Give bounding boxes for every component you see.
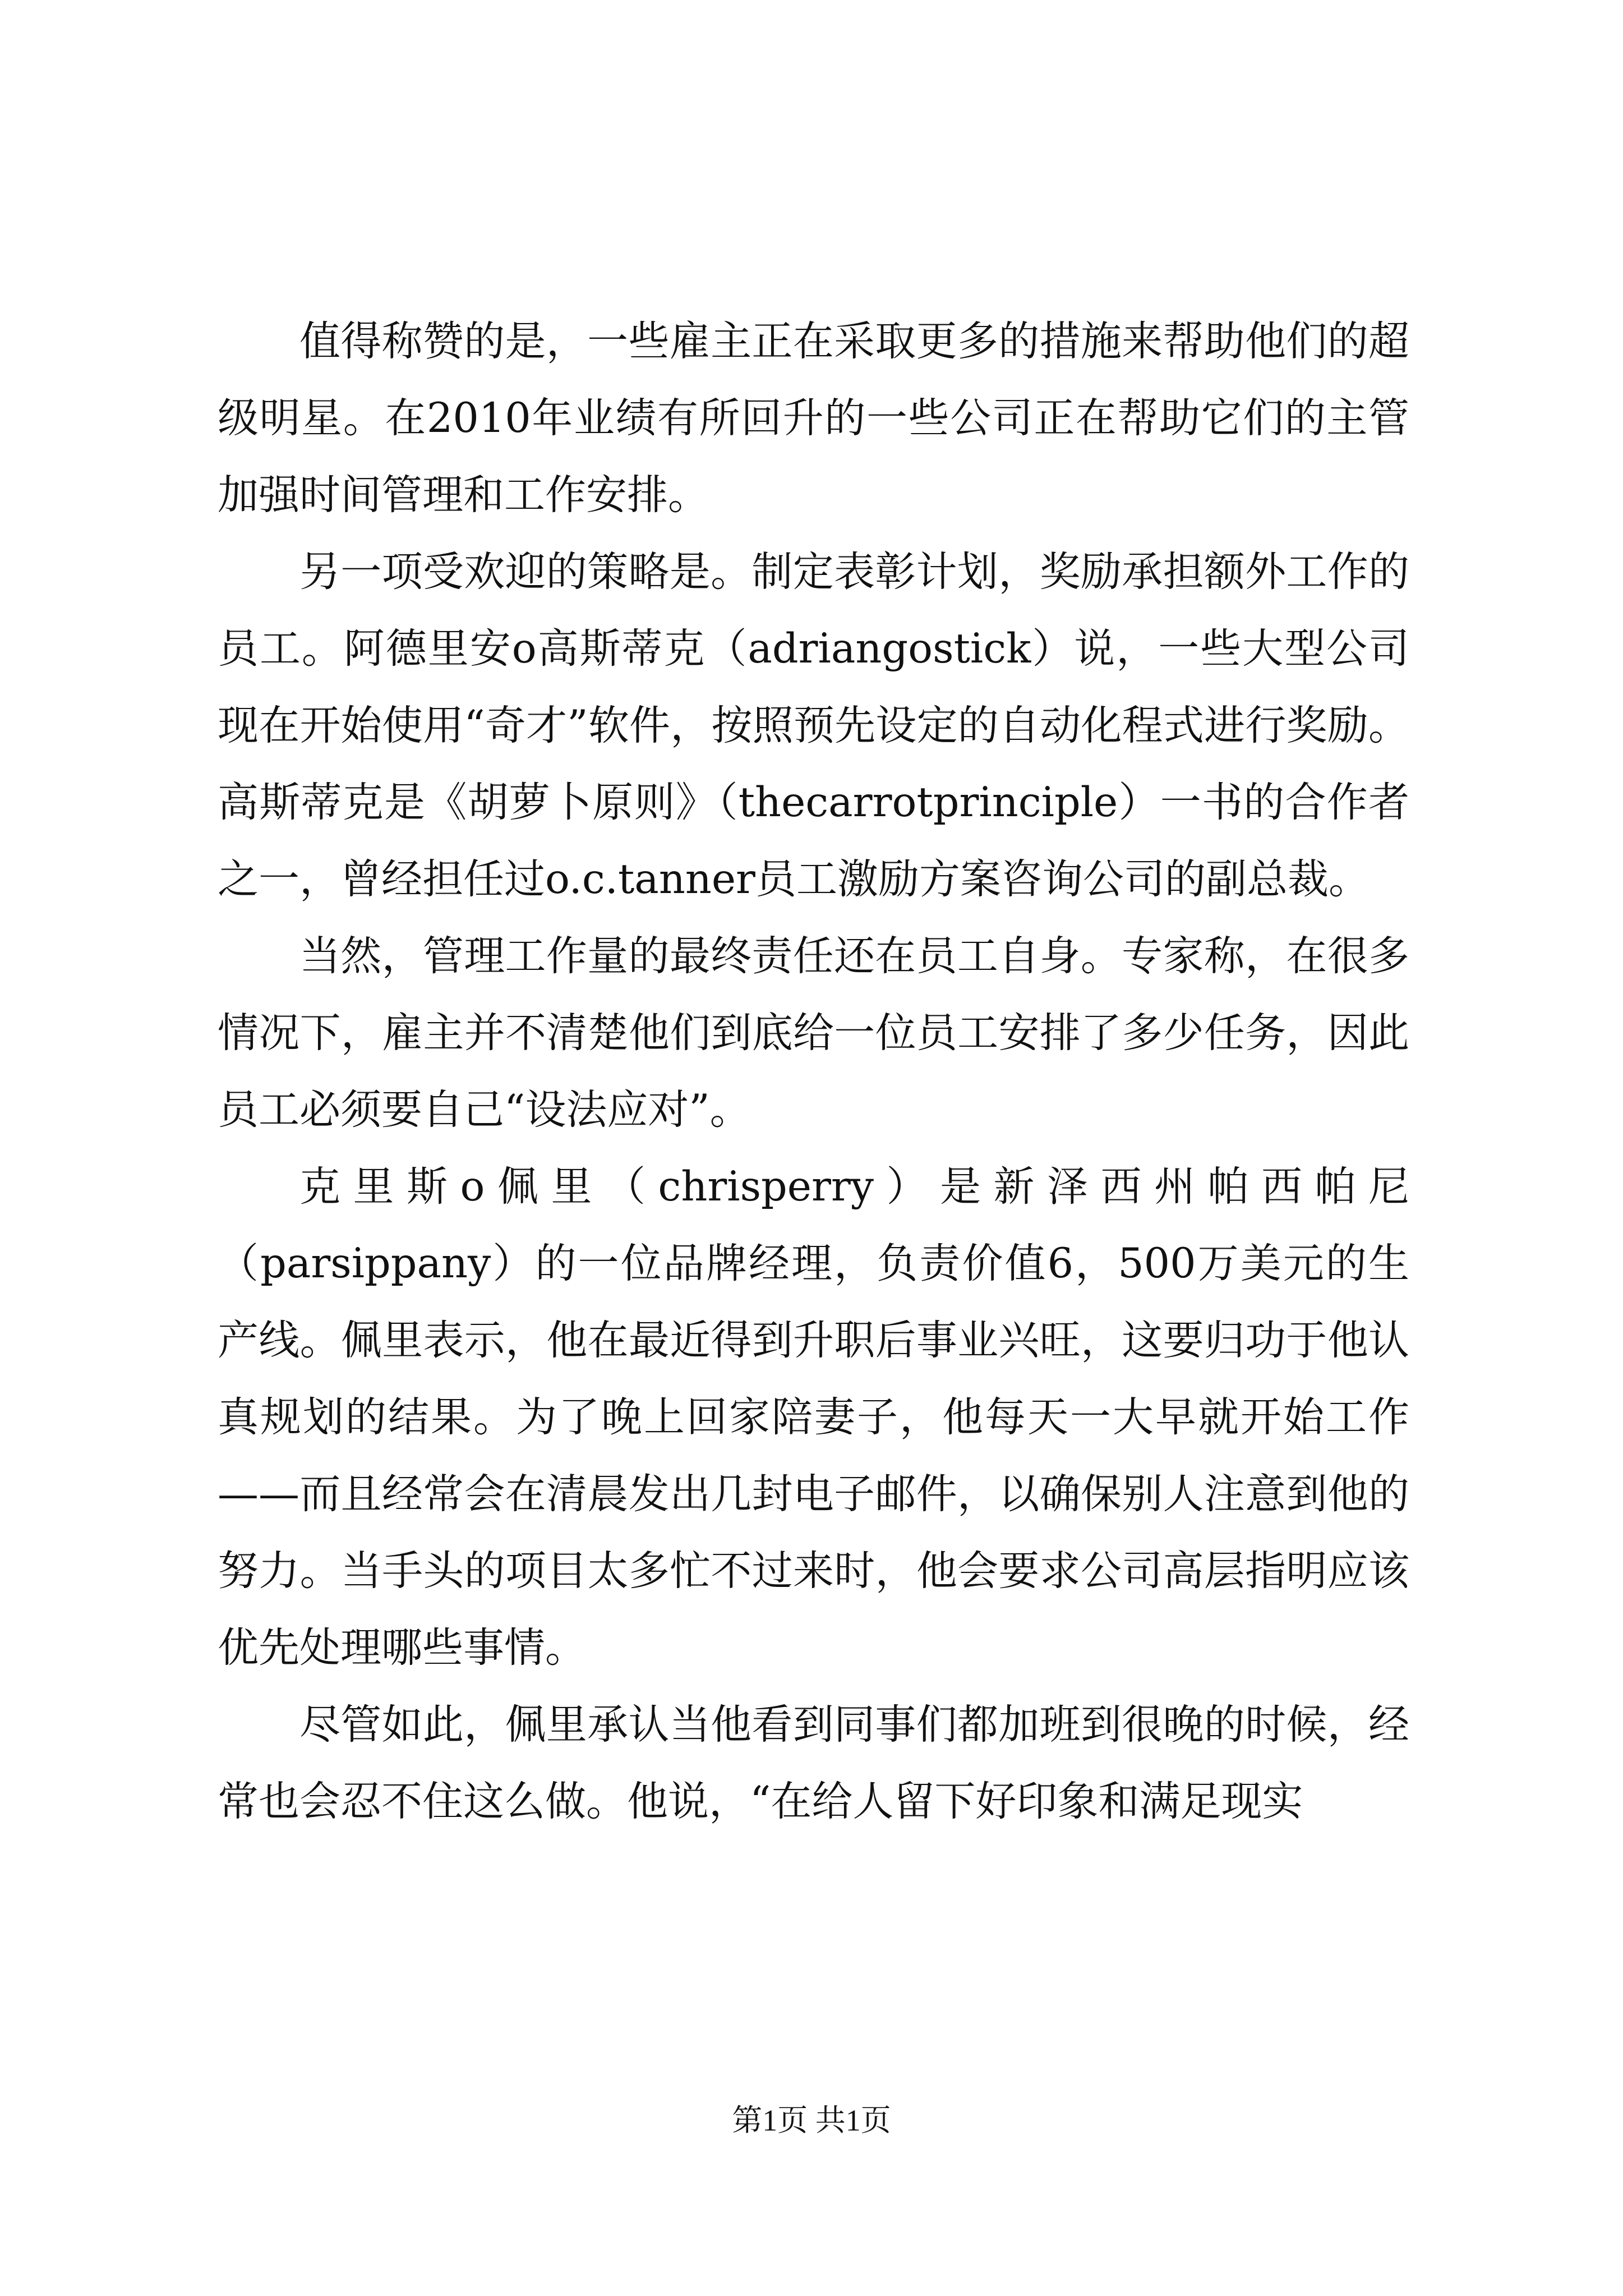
- document-body: [218, 303, 1409, 1840]
- paragraph-2: 另一项受欢迎的策略是。制定表彰计划，奖励承担额外工作的员工。阿德里安o高斯蒂克（adriangostick）说，一些大型公司现在开始使用“奇才”软件，按照预先设定的自动化程式进行奖励。高斯蒂克是《胡萝卜原则》（thecarrotprinciple）一书的合作者之一，曾经担任过o.c.tanner员工激励方案咨询公司的副总裁。: [218, 548, 1409, 903]
- paragraph-3: 当然，管理工作量的最终责任还在员工自身。专家称，在很多情况下，雇主并不清楚他们到底给一位员工安排了多少任务，因此员工必须要自己“设法应对”。: [218, 932, 1409, 1134]
- paragraph-1: 值得称赞的是，一些雇主正在采取更多的措施来帮助他们的超级明星。在2010年业绩有所回升的一些公司正在帮助它们的主管加强时间管理和工作安排。: [218, 318, 1409, 519]
- paragraph-4: 克里斯o佩里（chrisperry）是新泽西州帕西帕尼（parsippany）的一位品牌经理，负责价值6，500万美元的生产线。佩里表示，他在最近得到升职后事业兴旺，这要归功于他认真规划的结果。为了晚上回家陪妻子，他每天一大早就开始工作——而且经常会在清晨发出几封电子邮件，以确保别人注意到他的努力。当手头的项目太多忙不过来时，他会要求公司高层指明应该优先处理哪些事情。: [218, 1163, 1409, 1672]
- page-footer: 第1页 共1页: [732, 2104, 891, 2137]
- paragraph-5: 尽管如此，佩里承认当他看到同事们都加班到很晚的时候，经常也会忍不住这么做。他说，“在给人留下好印象和满足现实: [218, 1701, 1409, 1825]
